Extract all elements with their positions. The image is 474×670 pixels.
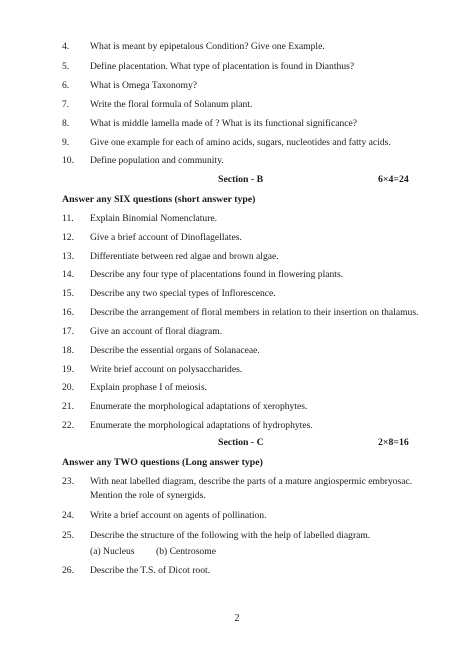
question-text: Describe any two special types of Inflorescence. [90, 288, 276, 299]
question-text: Write a brief account on agents of pollination. [90, 510, 267, 521]
question-text: Write brief account on polysaccharides. [90, 364, 243, 375]
question-text: What is meant by epipetalous Condition? Give one Example. [90, 41, 325, 52]
question-number: 15. [62, 288, 74, 299]
question-text: What is middle lamella made of ? What is its functional significance? [90, 118, 358, 129]
question-text: Give an account of floral diagram. [90, 326, 223, 337]
question-text: Define population and community. [90, 155, 224, 166]
question-number: 4. [62, 41, 70, 52]
page-number: 2 [234, 613, 240, 624]
section-c-instruction: Answer any TWO questions (Long answer type) [62, 457, 263, 468]
question-text: Explain prophase I of meiosis. [90, 382, 207, 393]
question-number: 24. [62, 510, 74, 521]
section-b-marks: 6×4=24 [378, 174, 409, 185]
question-number: 9. [62, 137, 70, 148]
question-text: Differentiate between red algae and brown algae. [90, 251, 279, 262]
section-b-instruction: Answer any SIX questions (short answer type) [62, 194, 256, 205]
question-text: Describe any four type of placentations found in flowering plants. [90, 269, 344, 280]
question-text: Describe the essential organs of Solanaceae. [90, 345, 260, 356]
section-c-title: Section - C [218, 437, 264, 448]
question-text: Enumerate the morphological adaptations of xerophytes. [90, 401, 308, 412]
question-number: 12. [62, 232, 74, 243]
question-text: With neat labelled diagram, describe the parts of a mature angiospermic embryosac. [90, 476, 413, 487]
option-a: (a) Nucleus [90, 546, 135, 557]
question-text: Define placentation. What type of placentation is found in Dianthus? [90, 61, 355, 72]
question-number: 23. [62, 476, 74, 487]
question-text: Give one example for each of amino acids, sugars, nucleotides and fatty acids. [90, 137, 391, 148]
question-text: What is Omega Taxonomy? [90, 80, 198, 91]
question-number: 11. [62, 213, 74, 224]
question-number: 7. [62, 99, 70, 110]
question-text: Describe the T.S. of Dicot root. [90, 565, 211, 576]
question-number: 5. [62, 61, 70, 72]
question-number: 21. [62, 401, 74, 412]
question-text: Give a brief account of Dinoflagellates. [90, 232, 242, 243]
question-number: 17. [62, 326, 74, 337]
section-b-title: Section - B [218, 174, 264, 185]
question-number: 8. [62, 118, 70, 129]
question-text: Write the floral formula of Solanum plant. [90, 99, 253, 110]
question-text: Describe the arrangement of floral members in relation to their insertion on thalamus. [90, 307, 419, 318]
question-number: 18. [62, 345, 74, 356]
question-number: 26. [62, 565, 74, 576]
question-number: 22. [62, 420, 74, 431]
question-number: 19. [62, 364, 74, 375]
section-c-marks: 2×8=16 [378, 437, 409, 448]
question-number: 20. [62, 382, 74, 393]
question-text: Explain Binomial Nomenclature. [90, 213, 218, 224]
question-number: 16. [62, 307, 74, 318]
question-text: Describe the structure of the following with the help of labelled diagram. [90, 530, 371, 541]
question-number: 14. [62, 269, 74, 280]
question-number: 25. [62, 530, 74, 541]
question-text-continued: Mention the role of synergids. [90, 490, 206, 501]
question-text: Enumerate the morphological adaptations of hydrophytes. [90, 420, 313, 431]
question-number: 6. [62, 80, 70, 91]
question-number: 10. [62, 155, 74, 166]
question-number: 13. [62, 251, 74, 262]
option-b: (b) Centrosome [156, 546, 216, 557]
